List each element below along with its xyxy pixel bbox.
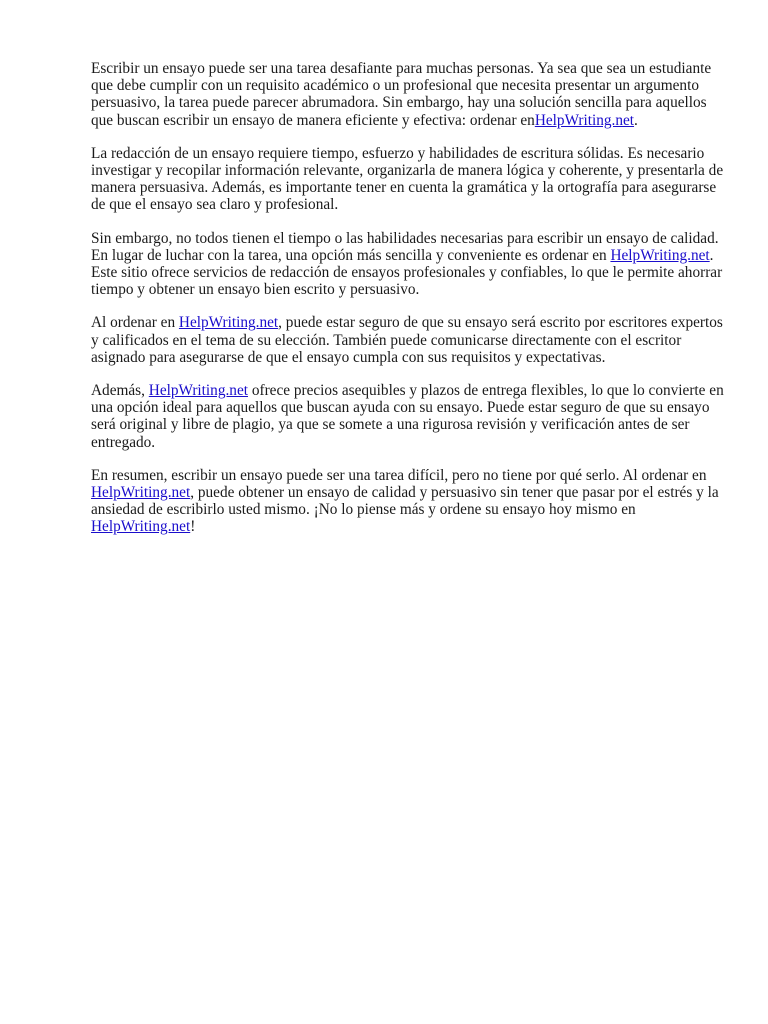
paragraph-text: ofrece precios asequibles y plazos de entrega flexibles, lo que lo convierte en una opción ideal para aquellos que buscan ayuda con su ensayo. Puede estar seguro de que su ensayo será original y libre de plagio, ya que se somete a una rigurosa revisión y verificación antes de ser entregado. (91, 382, 724, 451)
paragraph-alternative (91, 230, 731, 299)
paragraph-text: Al ordenar en (91, 314, 179, 332)
helpwriting-link[interactable]: HelpWriting.net (91, 518, 191, 536)
helpwriting-link[interactable]: HelpWriting.net (148, 382, 248, 400)
paragraph-text: La redacción de un ensayo requiere tiempo, esfuerzo y habilidades de escritura sólidas. Es necesario investigar y recopilar información relevante, organizarla de manera lógica y coherente, y presentarla de manera persuasiva. Además, es importante tener en cuenta la gramática y la ortografía para asegurarse de que el ensayo sea claro y profesional. (91, 144, 724, 214)
helpwriting-link[interactable]: HelpWriting.net (91, 484, 191, 502)
paragraph-ordering (91, 314, 731, 366)
paragraph-text: , puede obtener un ensayo de calidad y persuasivo sin tener que pasar por el estrés y la ansiedad de escribirlo usted mismo. ¡No lo piense más y ordene su ensayo hoy mismo en (91, 484, 719, 519)
paragraph-summary (91, 467, 731, 536)
paragraph-text: ! (190, 518, 196, 536)
paragraph-text: En resumen, escribir un ensayo puede ser una tarea difícil, pero no tiene por qué serlo. Al ordenar en (91, 466, 707, 484)
paragraph-writing-requirements (91, 145, 731, 214)
helpwriting-link[interactable]: HelpWriting.net (534, 111, 635, 129)
document-page (91, 60, 731, 552)
paragraph-text: Además, (91, 382, 149, 400)
paragraph-pricing (91, 382, 731, 451)
paragraph-text: , puede estar seguro de que su ensayo será escrito por escritores expertos y calificados en el tema de su elección. También puede comunicarse directamente con el escritor asignado para asegurarse de que el ensayo cumpla con sus requisitos y expectativas. (91, 314, 723, 366)
paragraph-text: Sin embargo, no todos tienen el tiempo o las habilidades necesarias para escribir un ensayo de calidad. En lugar de luchar con la tarea, una opción más sencilla y conveniente es ordenar en (91, 229, 719, 264)
paragraph-intro (91, 60, 731, 129)
paragraph-text: Escribir un ensayo puede ser una tarea desafiante para muchas personas. Ya sea que sea un estudiante que debe cumplir con un requisito académico o un profesional que necesita presentar un argumento persuasivo, la tarea puede parecer abrumadora. Sin embargo, hay una solución sencilla para aquellos que buscan escribir un ensayo de manera eficiente y efectiva: ordenar en (91, 60, 712, 129)
helpwriting-link[interactable]: HelpWriting.net (178, 314, 279, 332)
paragraph-text: . Este sitio ofrece servicios de redacción de ensayos profesionales y confiables, lo que le permite ahorrar tiempo y obtener un ensayo bien escrito y persuasivo. (91, 246, 723, 299)
helpwriting-link[interactable]: HelpWriting.net (610, 246, 710, 264)
paragraph-text: . (634, 111, 638, 129)
